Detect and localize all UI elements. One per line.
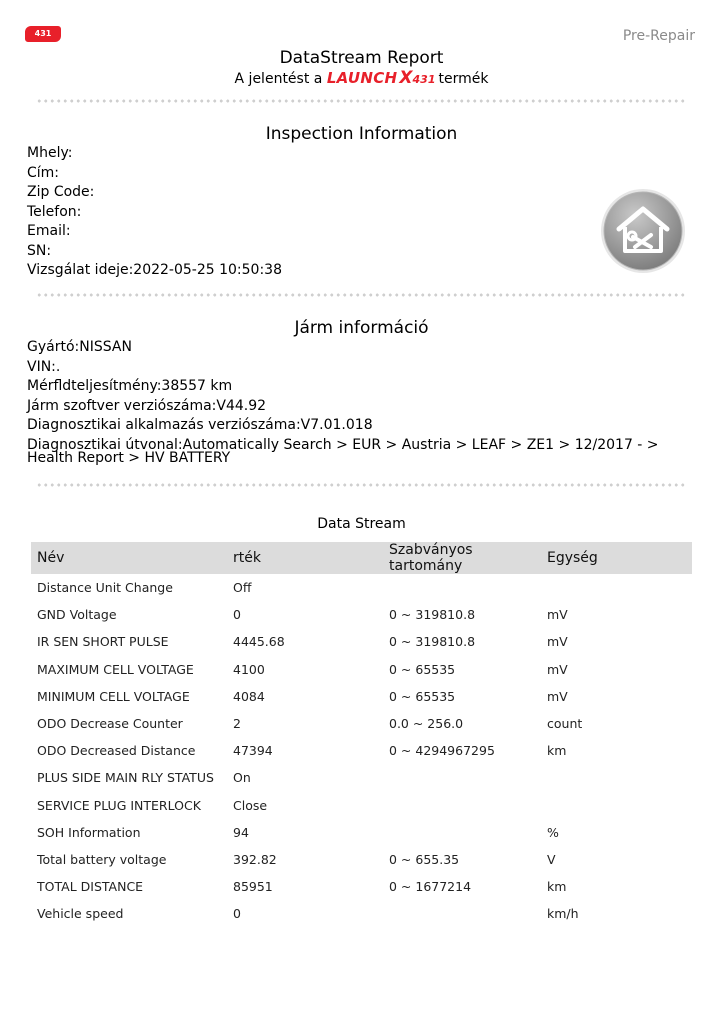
cell-range: 0 ~ 319810.8	[389, 634, 476, 650]
cell-range: 0 ~ 65535	[389, 661, 456, 677]
vehicle-info	[27, 338, 707, 465]
info-row: Gyártó:NISSAN	[27, 339, 132, 355]
cell-value: On	[233, 770, 251, 786]
cell-unit: mV	[547, 634, 568, 650]
info-row: VIN:.	[27, 358, 61, 375]
cell-value: Close	[233, 797, 268, 813]
cell-name: MAXIMUM CELL VOLTAGE	[37, 661, 194, 677]
report-title: DataStream Report	[279, 48, 444, 68]
info-row: Vizsgálat ideje:2022-05-25 10:50:38	[27, 262, 282, 278]
launch-logo	[326, 68, 439, 88]
cell-value: 392.82	[233, 851, 277, 867]
info-row: Zip Code:	[27, 184, 95, 200]
info-row: Telefon:	[27, 203, 82, 220]
table-row	[31, 873, 692, 900]
datastream-table	[31, 542, 692, 927]
cell-name: Vehicle speed	[37, 906, 124, 922]
cell-value: 0	[233, 607, 241, 623]
datastream-title: Data Stream	[317, 516, 406, 532]
inspection-info	[27, 144, 282, 281]
col-range-header: Szabványos tartomány	[383, 542, 541, 574]
cell-unit: count	[547, 716, 583, 732]
info-row: Mhely:	[27, 145, 73, 161]
inspection-title: Inspection Information	[265, 124, 458, 144]
logo-num-text: 431	[412, 73, 436, 86]
logo-x-text: X	[399, 68, 413, 88]
cell-unit	[541, 764, 692, 791]
info-row: Diagnosztikai alkalmazás verziószáma:V7.01.018	[27, 417, 373, 433]
table-row	[31, 737, 692, 764]
cell-range	[383, 764, 541, 791]
info-row: Járm szoftver verziószáma:V44.92	[27, 397, 267, 414]
dotted-divider	[36, 293, 687, 297]
cell-name: MINIMUM CELL VOLTAGE	[37, 688, 190, 704]
cell-name: ODO Decreased Distance	[37, 743, 196, 759]
table-row	[31, 656, 692, 683]
cell-unit: km	[547, 743, 567, 759]
cell-name: PLUS SIDE MAIN RLY STATUS	[37, 770, 214, 786]
table-row	[31, 846, 692, 873]
cell-value: 94	[233, 824, 249, 840]
cell-name: ODO Decrease Counter	[37, 716, 183, 732]
cell-unit: mV	[547, 607, 568, 623]
table-row	[31, 819, 692, 846]
cell-name: Distance Unit Change	[37, 580, 173, 596]
cell-unit: mV	[547, 661, 568, 677]
info-row: Cím:	[27, 164, 60, 181]
cell-range	[383, 792, 541, 819]
vehicle-title: Járm információ	[294, 318, 429, 338]
info-row: Mérfldteljesítmény:38557 km	[27, 378, 233, 394]
table-header-row	[31, 542, 692, 574]
cell-name: Total battery voltage	[37, 851, 167, 867]
dotted-divider	[36, 99, 687, 103]
cell-value: 4100	[233, 661, 265, 677]
cell-unit	[541, 574, 692, 601]
cell-range	[383, 819, 541, 846]
cell-range: 0 ~ 65535	[389, 688, 456, 704]
table-row	[31, 628, 692, 655]
cell-value: 4084	[233, 688, 265, 704]
launch-badge: 431	[25, 26, 61, 42]
repair-shop-icon	[599, 187, 687, 275]
table-row	[31, 710, 692, 737]
cell-range	[383, 900, 541, 927]
cell-value: 0	[233, 906, 241, 922]
cell-value: 85951	[233, 879, 273, 895]
subtitle-prefix: A jelentést a	[234, 71, 327, 87]
cell-range: 0 ~ 4294967295	[389, 743, 495, 759]
cell-name: SOH Information	[37, 824, 141, 840]
col-name-header: Név	[31, 542, 227, 574]
cell-value: 47394	[233, 743, 273, 759]
cell-value: Off	[233, 580, 252, 596]
cell-range	[383, 574, 541, 601]
cell-unit	[541, 792, 692, 819]
cell-range: 0 ~ 319810.8	[389, 607, 476, 623]
cell-unit: V	[547, 851, 556, 867]
table-row	[31, 574, 692, 601]
table-row	[31, 792, 692, 819]
cell-unit: mV	[547, 688, 568, 704]
logo-launch-text: LAUNCH	[326, 69, 398, 87]
col-value-header: rték	[227, 542, 383, 574]
table-row	[31, 601, 692, 628]
col-unit-header: Egység	[541, 542, 692, 574]
report-subtitle	[0, 68, 723, 88]
cell-name: IR SEN SHORT PULSE	[37, 634, 169, 650]
diagnostic-route: Diagnosztikai útvonal:Automatically Search > EUR > Austria > LEAF > ZE1 > 12/2017 - > Health Report > HV BATTERY	[27, 436, 659, 466]
info-row: SN:	[27, 242, 52, 259]
cell-value: 4445.68	[233, 634, 285, 650]
table-row	[31, 900, 692, 927]
info-row: Email:	[27, 223, 71, 239]
cell-name: GND Voltage	[37, 607, 117, 623]
cell-name: TOTAL DISTANCE	[37, 879, 144, 895]
cell-unit: %	[547, 824, 559, 840]
cell-range: 0 ~ 1677214	[389, 879, 472, 895]
cell-unit: km	[547, 879, 567, 895]
cell-range: 0.0 ~ 256.0	[389, 716, 464, 732]
table-row	[31, 764, 692, 791]
subtitle-suffix: termék	[438, 71, 489, 87]
cell-unit: km/h	[547, 906, 579, 922]
dotted-divider	[36, 483, 687, 487]
table-row	[31, 683, 692, 710]
cell-range: 0 ~ 655.35	[389, 851, 460, 867]
report-status: Pre-Repair	[622, 28, 695, 44]
cell-name: SERVICE PLUG INTERLOCK	[37, 797, 201, 813]
cell-value: 2	[233, 716, 241, 732]
